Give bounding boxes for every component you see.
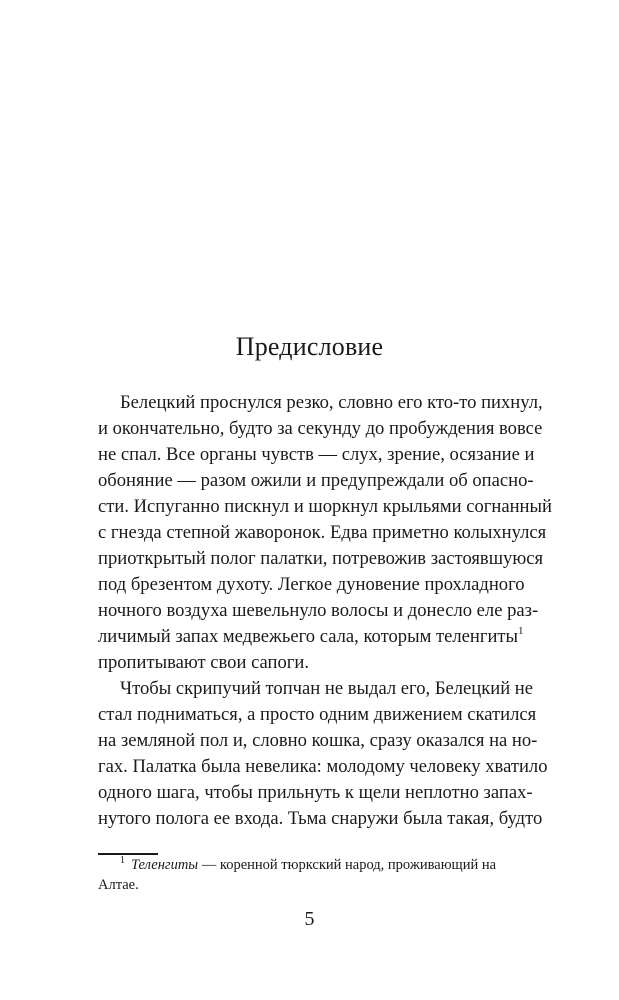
text-line: нутого полога ее входа. Тьма снаружи была такая, будто bbox=[98, 808, 543, 829]
text-line: Чтобы скрипучий топчан не выдал его, Белецкий не bbox=[120, 678, 534, 699]
text-line: стал подниматься, а просто одним движением скатился bbox=[98, 704, 537, 725]
text-line: сти. Испуганно пискнул и шоркнул крыльями согнанный bbox=[98, 496, 552, 517]
text-line: на земляной пол и, словно кошка, сразу оказался на но- bbox=[98, 730, 538, 751]
footnote-text: — коренной тюркский народ, проживающий на bbox=[198, 857, 497, 873]
text-line: под брезентом духоту. Легкое дуновение прохладного bbox=[98, 574, 525, 595]
text-line: приоткрытый полог палатки, потревожив застоявшуюся bbox=[98, 548, 544, 569]
text-line: с гнезда степной жаворонок. Едва приметно колыхнулся bbox=[98, 522, 547, 543]
footnote bbox=[98, 855, 518, 895]
footnote-reference[interactable]: 1 bbox=[518, 625, 524, 637]
text-line: Белецкий проснулся резко, словно его кто-то пихнул, bbox=[120, 392, 543, 413]
text-line: не спал. Все органы чувств — слух, зрение, осязание и bbox=[98, 444, 535, 465]
footnote-term: Теленгиты bbox=[131, 857, 199, 873]
footnote-line bbox=[98, 855, 518, 875]
footnote-marker: 1 bbox=[120, 855, 125, 866]
text-line: гах. Палатка была невелика: молодому человеку хватило bbox=[98, 756, 548, 777]
footnote-line: Алтае. bbox=[98, 877, 139, 893]
text-line: и окончательно, будто за секунду до пробуждения вовсе bbox=[98, 418, 543, 439]
page-number: 5 bbox=[304, 908, 315, 930]
text-line: обоняние — разом ожили и предупреждали об опасно- bbox=[98, 470, 534, 491]
text-line: одного шага, чтобы прильнуть к щели неплотно запах- bbox=[98, 782, 533, 803]
text-line: ночного воздуха шевельнуло волосы и донесло еле раз- bbox=[98, 600, 539, 621]
chapter-title: Предисловие bbox=[235, 332, 384, 361]
text-segment: личимый запах медвежьего сала, которым теленгиты bbox=[98, 626, 519, 647]
text-line-with-footnote bbox=[98, 624, 524, 650]
body-text bbox=[98, 390, 552, 832]
text-line: пропитывают свои сапоги. bbox=[98, 652, 310, 673]
